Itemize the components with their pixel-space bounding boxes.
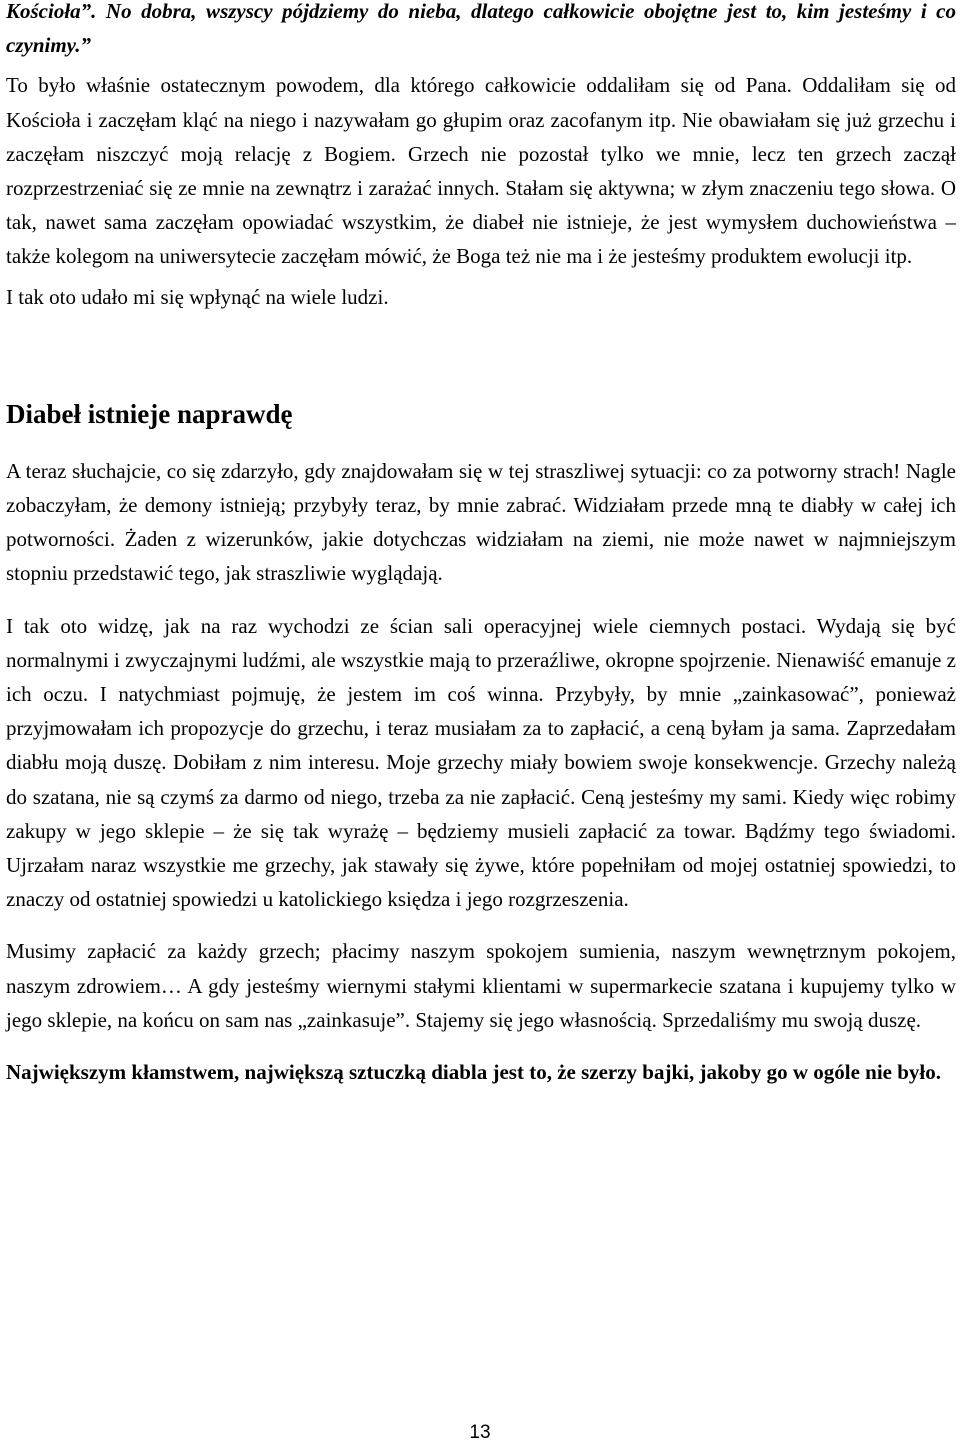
body-paragraph: Musimy zapłacić za każdy grzech; płacimy naszym spokojem sumienia, naszym wewnętrznym pokojem, naszym zdrowiem… A gdy jesteśmy wiernymi stałymi klientami w supermarkecie szatana i kupujemy tylko w jego sklepie, na końcu on sam nas „zainkasuje”. Stajemy się jego własnością. Sprzedaliśmy mu swoją duszę. xyxy=(6,939,956,1032)
body-paragraph: To było właśnie ostatecznym powodem, dla którego całkowicie oddaliłam się od Pana. Oddaliłam się od Kościoła i zaczęłam kląć na niego i nazywałam go głupim oraz zacofanym itp. Nie obawiałam się już grzechu i zaczęłam niszczyć moją relację z Bogiem. Grzech nie pozostał tylko we mnie, lecz ten grzech zaczął rozprzestrzeniać się ze mnie na zewnątrz i zarażać innych. Stałam się aktywna; w złym znaczeniu tego słowa. O tak, nawet sama zaczęłam opowiadać wszystkim, że diabeł nie istnieje, że jest wymysłem duchowieństwa – także kolegom na uniwersytecie zaczęłam mówić, że Boga też nie ma i że jesteśmy produktem ewolucji itp. xyxy=(6,73,956,269)
body-paragraph: A teraz słuchajcie, co się zdarzyło, gdy znajdowałam się w tej straszliwej sytuacji: co za potworny strach! Nagle zobaczyłam, że demony istnieją; przybyły teraz, by mnie zabrać. Widziałam przede mną te diabły w całej ich potworności. Żaden z wizerunków, jakie dotychczas widziałam na ziemi, nie może nawet w najmniejszym stopniu przedstawić tego, jak straszliwie wyglądają. xyxy=(6,458,956,586)
page-number: 13 xyxy=(469,1422,491,1443)
quote-paragraph: Kościoła”. No dobra, wszyscy pójdziemy do nieba, dlatego całkowicie obojętne jest to, kim jesteśmy i co czynimy.” xyxy=(6,0,956,58)
body-paragraph: I tak oto widzę, jak na raz wychodzi ze ścian sali operacyjnej wiele ciemnych postaci. Wydają się być normalnymi i zwyczajnymi ludźmi, ale wszystkie mają to przeraźliwe, okropne spojrzenie. Nienawiść emanuje z ich oczu. I natychmiast pojmuję, że jestem im coś winna. Przybyły, by mnie „zainkasować”, ponieważ przyjmowałam ich propozycje do grzechu, i teraz musiałam za to zapłacić, a ceną byłam ja sama. Zaprzedałam diabłu moją duszę. Dobiłam z nim interesu. Moje grzechy miały bowiem swoje konsekwencje. Grzechy należą do szatana, nie są czymś za darmo od niego, trzeba za nie zapłacić. Ceną jesteśmy my sami. Kiedy więc robimy zakupy w jego sklepie – że się tak wyrażę – będziemy musieli zapłacić za towar. Bądźmy tego świadomi. Ujrzałam naraz wszystkie me grzechy, jak stawały się żywe, które popełniłam od mojej ostatniej spowiedzi, to znaczy od ostatniej spowiedzi u katolickiego księdza i jego rozgrzeszenia. xyxy=(6,613,956,912)
bold-paragraph: Największym kłamstwem, największą sztuczką diabla jest to, że szerzy bajki, jakoby go w ogóle nie było. xyxy=(6,1060,942,1085)
document-page xyxy=(6,0,956,1089)
body-paragraph: I tak oto udało mi się wpłynąć na wiele ludzi. xyxy=(6,284,389,309)
section-heading: Diabeł istnieje naprawdę xyxy=(6,398,293,429)
